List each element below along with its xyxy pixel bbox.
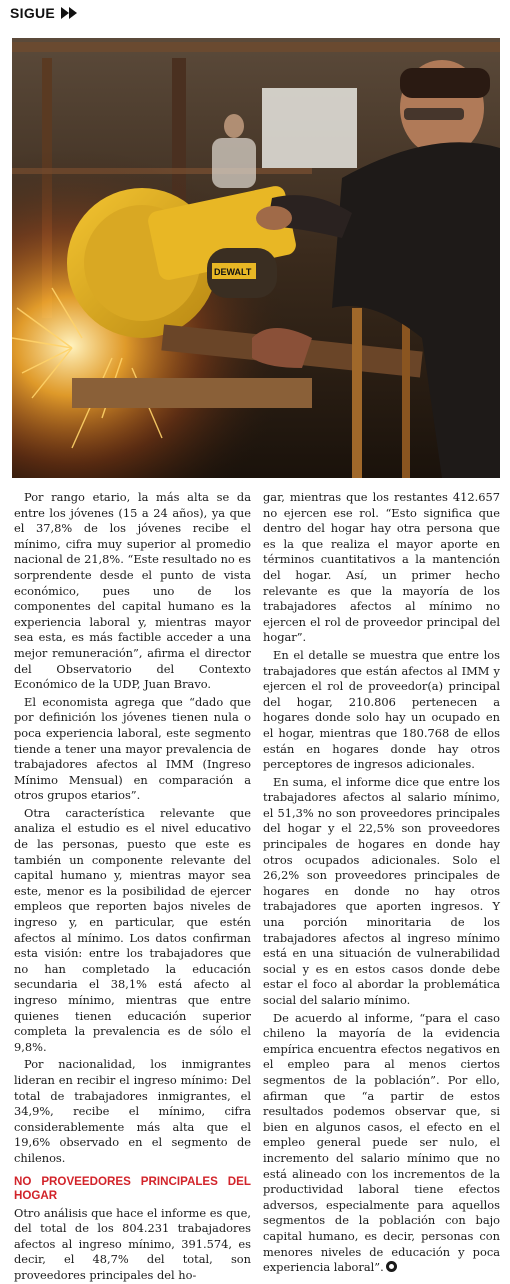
paragraph	[263, 1011, 500, 1276]
double-arrow-right-icon	[61, 7, 77, 19]
photo-illustration	[12, 38, 500, 478]
paragraph: Por rango etario, la más alta se da entre los jóvenes (15 a 24 años), ya que el 37,8% de los jóvenes recibe el mínimo, cifra muy superior al promedio nacional de 21,8%. “Este resultado no es sorprendente desde el punto de vista económico, pues uno de los componentes del capital humano es la experiencia laboral y, mientras mayor sea esta, es más factible acceder a una mejor remuneración”, afirma el director del Observatorio del Contexto Económico de la UDP, Juan Bravo.	[14, 490, 251, 692]
section-subhead: NO PROVEEDORES PRINCIPALES DEL HOGAR	[14, 1174, 251, 1202]
paragraph: gar, mientras que los restantes 412.657 no ejercen ese rol. “Esto significa que dentro del hogar hay otra persona que es la que realiza el mayor aporte en términos cuantitativos a la mantención del hogar. Así, un primer hecho relevante es que la mayoría de los trabajadores afectos al mínimo no ejercen el rol de proveedor principal del hogar”.	[263, 490, 500, 645]
article-photo	[12, 38, 500, 478]
article-column-1	[14, 490, 251, 1282]
paragraph: En el detalle se muestra que entre los trabajadores que están afectos al IMM y ejercen el rol de proveedor(a) principal del hogar, 210.806 pertenecen a hogares donde solo hay un ocupado en el hogar, mientras que 180.768 de ellos están en hogares donde hay otros perceptores de ingresos adicionales.	[263, 647, 500, 772]
paragraph: Otra característica relevante que analiza el estudio es el nivel educativo de las personas, puesto que este es también un componente relevante del capital humano y, mientras mayor sea este, menor es la posibilidad de ejercer empleos que reporten bajos niveles de ingreso y, en particular, que estén afectos al mínimo. Los datos confirman esta visión: entre los trabajadores que no han completado la educación secundaria el 38,1% está afecto al ingreso mínimo, mientras que entre quienes tienen educación superior completa la prevalencia es de sólo el 9,8%.	[14, 805, 251, 1054]
article-column-2	[263, 490, 500, 1275]
paragraph-text: De acuerdo al informe, “para el caso chileno la mayoría de la evidencia empírica encuentra efectos negativos en el empleo para al menos ciertos segmentos de la población”. Por ello, afirman que “a partir de estos resultados podemos observar que, si bien en algunos casos, el efecto en el empleo general puede ser nulo, el incremento del salario mínimo que no está alineado con los incrementos de la productividad laboral tiene efectos adversos, especialmente para aquellos segmentos de la población con bajo capital humano, es decir, personas con menores niveles de educación y poca experiencia laboral”.	[263, 1010, 500, 1275]
paragraph: El economista agrega que “dado que por definición los jóvenes tienen nula o poca experiencia laboral, este segmento tiende a tener una mayor prevalencia de trabajadores afectos al IMM (Ingreso Mínimo Mensual) en comparación a otros grupos etarios”.	[14, 694, 251, 803]
paragraph: Otro análisis que hace el informe es que, del total de los 804.231 trabajadores afectos al ingreso mínimo, 391.574, es decir, el 48,7% del total, son proveedores principales del ho-	[14, 1205, 251, 1282]
sigue-text: SIGUE	[10, 5, 56, 21]
paragraph: Por nacionalidad, los inmigrantes lideran en recibir el ingreso mínimo: Del total de trabajadores inmigrantes, el 34,9%, recibe el mínimo, cifra considerablemente más alta que el 19,6% observado en el segmento de chilenos.	[14, 1057, 251, 1165]
dewalt-brand: DEWALT	[214, 267, 252, 277]
sigue-label	[10, 3, 77, 23]
paragraph: En suma, el informe dice que entre los trabajadores afectos al salario mínimo, el 51,3% no son proveedores principales del hogar y el 22,5% son proveedores principales de hogares en donde hay otros ocupados adicionales. Solo el 26,2% son proveedores principales de hogares en donde no hay otros trabajadores que aporten ingresos. Y una porción minoritaria de los trabajadores afectos al ingreso mínimo está en una situación de vulnerabilidad social y es en estos casos donde debe estar el foco al abordar la problemática social del salario mínimo.	[263, 774, 500, 1007]
end-of-article-icon	[386, 1261, 397, 1272]
article-body	[14, 490, 500, 1282]
